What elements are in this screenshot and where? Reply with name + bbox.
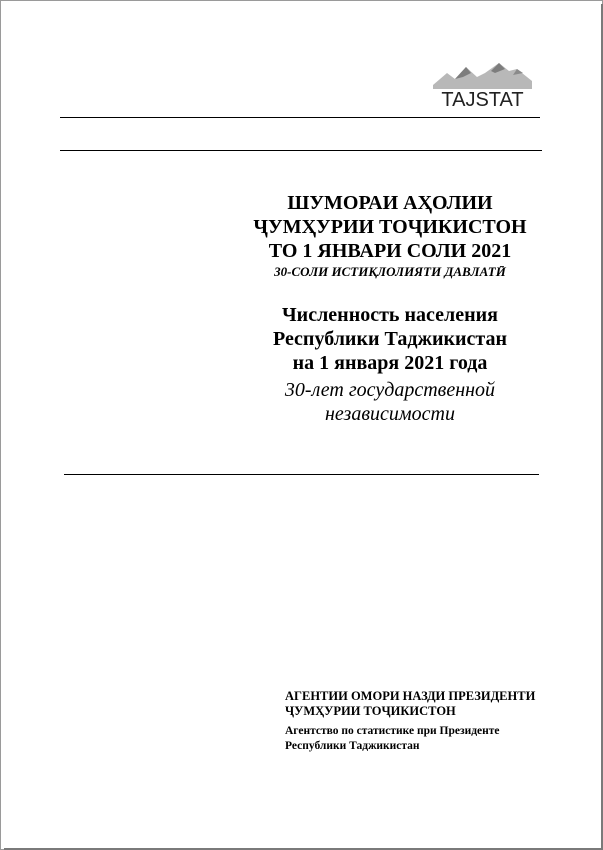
top-rule bbox=[60, 117, 540, 118]
subtitle-tajik bbox=[225, 264, 555, 280]
title-tajik bbox=[225, 191, 555, 263]
title-tajik-line: ҶУМҲУРИИ ТОҶИКИСТОН bbox=[253, 216, 527, 238]
logo-text: TAJSTAT bbox=[433, 89, 532, 112]
title-russian-line: Численность населения bbox=[282, 304, 498, 326]
middle-rule bbox=[64, 474, 539, 475]
title-tajik-line: ШУМОРАИ АҲОЛИИ bbox=[287, 192, 493, 214]
tajstat-logo bbox=[433, 63, 532, 112]
title-russian-line: на 1 января 2021 года bbox=[292, 352, 488, 374]
title-tajik-line: ТО 1 ЯНВАРИ СОЛИ 2021 bbox=[268, 240, 512, 262]
title-russian-line: Республики Таджикистан bbox=[272, 328, 507, 350]
agency-russian-line: Агентство по статистике при Президенте bbox=[285, 725, 500, 737]
agency-name-russian bbox=[285, 724, 575, 754]
agency-name-tajik bbox=[285, 689, 575, 719]
top-rule-2 bbox=[60, 150, 542, 151]
subtitle-russian-line: независимости bbox=[325, 403, 455, 425]
agency-russian-line: Республики Таджикистан bbox=[285, 740, 420, 752]
agency-tajik-line: ҶУМҲУРИИ ТОҶИКИСТОН bbox=[285, 704, 456, 718]
subtitle-russian-line: 30-лет государственной bbox=[284, 379, 496, 401]
subtitle-russian bbox=[225, 378, 555, 426]
agency-tajik-line: АГЕНТИИ ОМОРИ НАЗДИ ПРЕЗИДЕНТИ bbox=[285, 689, 536, 703]
subtitle-tajik-line: 30-СОЛИ ИСТИҚЛОЛИЯТИ ДАВЛАТӢ bbox=[274, 264, 506, 279]
title-russian bbox=[225, 303, 555, 375]
